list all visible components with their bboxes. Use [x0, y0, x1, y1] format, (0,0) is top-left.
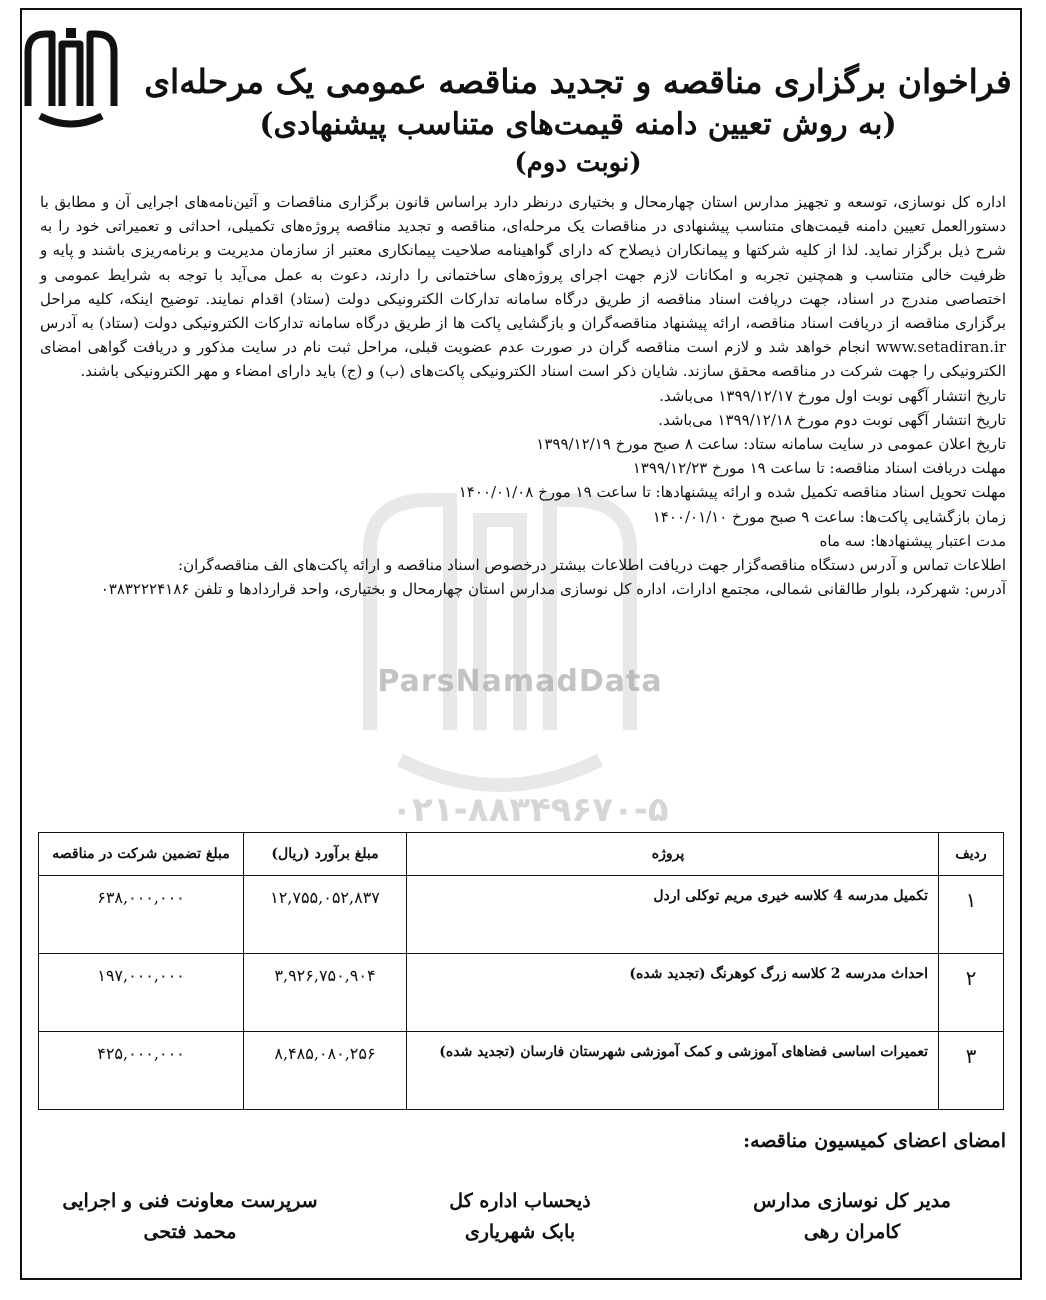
- tender-table: [38, 832, 1004, 1110]
- second-publish-date: تاریخ انتشار آگهی نوبت دوم مورخ ۱۳۹۹/۱۲/۱۸ می‌باشد.: [658, 410, 1006, 429]
- header-row-number: ردیف: [939, 833, 1004, 876]
- round-label: (نوبت دوم): [514, 148, 642, 178]
- watermark-phone: ۰۲۱-۸۸۳۴۹۶۷۰-۵: [391, 790, 669, 830]
- document-deadline: مهلت دریافت اسناد مناقصه: تا ساعت ۱۹ مورخ ۱۳۹۹/۱۲/۲۳: [632, 459, 1006, 478]
- table-header-row: [39, 833, 1004, 876]
- table-row: [39, 1032, 1004, 1110]
- header-estimate: مبلغ برآورد (ریال): [244, 833, 407, 876]
- contact-info-heading: اطلاعات تماس و آدرس دستگاه مناقصه‌گزار جهت دریافت اطلاعات بیشتر درخصوص اسناد مناقصه و ارائه پاکت‌های الف مناقصه‌گران:: [178, 556, 1006, 575]
- address-line: آدرس: شهرکرد، بلوار طالقانی شمالی، مجتمع ادارات، اداره کل نوسازی مدارس استان چهارمحال و بختیاری، واحد قراردادها و تلفن ۰۳۸۳۲۲۲۴۱۸۶: [100, 580, 1006, 599]
- row-number: ۱: [939, 876, 1004, 954]
- estimate-amount: ۱۲,۷۵۵,۰۵۲,۸۳۷: [244, 876, 407, 954]
- page-subtitle: (به روش تعیین دامنه قیمت‌های متناسب پیشنهادی): [259, 107, 897, 142]
- table-row: [39, 954, 1004, 1032]
- header-project: پروژه: [407, 833, 939, 876]
- validity-period: مدت اعتبار پیشنهادها: سه ماه: [819, 531, 1006, 550]
- government-emblem-icon: [18, 22, 124, 132]
- intro-paragraph: اداره کل نوسازی، توسعه و تجهیز مدارس استان چهارمحال و بختیاری درنظر دارد براساس قانون برگزاری مناقصات و آئین‌نامه‌های اجرایی آن و مطابق با دستورالعمل تعیین دامنه قیمت‌های متناسب پیشنهادی در مناقصات یک مرحله‌ای، مناقصه و تجدید مناقصه پروژه‌های تکمیلی، احداثی و تعمیراتی خود را به شرح ذیل برگزار نماید. لذا از کلیه شرکتها و پیمانکاران ذیصلاح که دارای گواهینامه صلاحیت پیمانکاری معتبر از سازمان مدیریت و برنامه‌ریزی باشند و پایه و ظرفیت خالی متناسب و همچنین تجربه و امکانات لازم جهت اجرای پروژه‌های ساختمانی را دارند، دعوت به عمل می‌آید با توجه به شرایط عمومی و اختصاصی مندرج در اسناد، جهت دریافت اسناد مناقصه از طریق درگاه سامانه تدارکات الکترونیکی دولت (ستاد) اقدام نمایند. توضیح اینکه، کلیه مراحل برگزاری مناقصه از دریافت اسناد مناقصه، ارائه پیشنهاد مناقصه‌گران و بازگشایی پاکت ها از طریق درگاه سامانه تدارکات الکترونیکی دولت (ستاد) به آدرس www.setadiran.ir انجام خواهد شد و لازم است مناقصه گران در صورت عدم عضویت قبلی، مراحل ثبت نام در سایت مذکور و دریافت گواهی امضای الکترونیکی را جهت شرکت در مناقصه محقق سازند. شایان ذکر است اسناد الکترونیکی پاکت‌های (ب) و (ج) باید دارای امضاء و مهر الکترونیکی باشند.: [40, 193, 1006, 381]
- opening-time: زمان بازگشایی پاکت‌ها: ساعت ۹ صبح مورخ ۱۴۰۰/۰۱/۱۰: [652, 507, 1006, 526]
- guarantee-amount: ۴۲۵,۰۰۰,۰۰۰: [39, 1032, 244, 1110]
- first-publish-date: تاریخ انتشار آگهی نوبت اول مورخ ۱۳۹۹/۱۲/۱۷ می‌باشد.: [659, 386, 1006, 405]
- watermark-brand: ParsNamadData: [377, 664, 663, 699]
- table-row: [39, 876, 1004, 954]
- public-announce-date: تاریخ اعلان عمومی در سایت سامانه ستاد: ساعت ۸ صبح مورخ ۱۳۹۹/۱۲/۱۹: [536, 435, 1006, 454]
- signatures-title: امضای اعضای کمیسیون مناقصه:: [743, 1130, 1006, 1152]
- submission-deadline: مهلت تحویل اسناد مناقصه تکمیل شده و ارائه پیشنهادها: تا ساعت ۱۹ مورخ ۱۴۰۰/۰۱/۰۸: [458, 483, 1006, 502]
- announcement-body: [40, 190, 1006, 601]
- project-name: تعمیرات اساسی فضاهای آموزشی و کمک آموزشی شهرستان فارسان (تجدید شده): [407, 1032, 939, 1110]
- row-number: ۳: [939, 1032, 1004, 1110]
- guarantee-amount: ۱۹۷,۰۰۰,۰۰۰: [39, 954, 244, 1032]
- page-title: فراخوان برگزاری مناقصه و تجدید مناقصه عمومی یک مرحله‌ای: [144, 62, 1012, 101]
- signature-role: مدیر کل نوسازی مدارس: [753, 1190, 951, 1212]
- signature-name: محمد فتحی: [143, 1221, 237, 1243]
- signature-role: ذیحساب اداره کل: [449, 1190, 591, 1212]
- signature-accountant: [400, 1186, 640, 1248]
- signature-name: کامران رهی: [803, 1221, 901, 1243]
- signature-deputy: [40, 1186, 340, 1248]
- header-guarantee: مبلغ تضمین شرکت در مناقصه: [39, 833, 244, 876]
- project-name: احداث مدرسه 2 کلاسه زرگ کوهرنگ (تجدید شده): [407, 954, 939, 1032]
- signature-director: [722, 1186, 982, 1248]
- project-name: تکمیل مدرسه 4 کلاسه خیری مریم توکلی اردل: [407, 876, 939, 954]
- guarantee-amount: ۶۳۸,۰۰۰,۰۰۰: [39, 876, 244, 954]
- row-number: ۲: [939, 954, 1004, 1032]
- estimate-amount: ۳,۹۲۶,۷۵۰,۹۰۴: [244, 954, 407, 1032]
- signature-name: بابک شهریاری: [464, 1221, 576, 1243]
- signature-role: سرپرست معاونت فنی و اجرایی: [62, 1190, 318, 1212]
- estimate-amount: ۸,۴۸۵,۰۸۰,۲۵۶: [244, 1032, 407, 1110]
